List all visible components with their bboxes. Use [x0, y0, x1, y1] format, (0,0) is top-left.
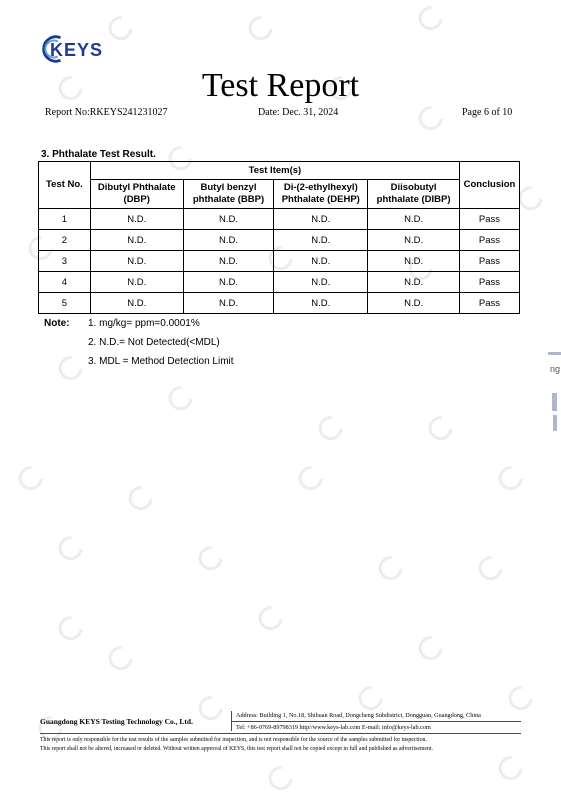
- keys-watermark-icon: [194, 699, 219, 725]
- cell-dibp: N.D.: [368, 209, 460, 230]
- keys-watermark-icon: [504, 689, 529, 715]
- item-header-dibp: Diisobutyl phthalate (DIBP): [368, 180, 460, 209]
- table-row: [39, 293, 520, 314]
- keys-watermark-icon: [314, 419, 339, 445]
- item-header-bbp: Butyl benzyl phthalate (BBP): [183, 180, 274, 209]
- cell-dibp: N.D.: [368, 272, 460, 293]
- keys-watermark-icon: [164, 389, 189, 415]
- cell-bbp: N.D.: [183, 209, 274, 230]
- page-number: Page 6 of 10: [462, 107, 513, 118]
- item-header-dehp: Di-(2-ethylhexyl) Phthalate (DEHP): [274, 180, 368, 209]
- keys-watermark-icon: [424, 419, 449, 445]
- keys-watermark-icon: [104, 649, 129, 675]
- edge-text-fragment: ng: [550, 364, 561, 374]
- table-row: [39, 251, 520, 272]
- cell-bbp: N.D.: [183, 230, 274, 251]
- cell-dbp: N.D.: [90, 209, 183, 230]
- keys-watermark-icon: [194, 549, 219, 575]
- phthalate-result-table: [38, 161, 520, 314]
- footer-contact: Tel: +86-0769-89798319 http//www.keys-lab.com E-mail: info@keys-lab.com: [236, 724, 431, 731]
- table-row: [39, 272, 520, 293]
- edge-bar: [553, 415, 557, 431]
- footer-rule: [40, 733, 521, 734]
- cell-conclusion: Pass: [459, 293, 519, 314]
- keys-watermark-icon: [414, 109, 439, 135]
- conclusion-header: Conclusion: [459, 162, 519, 209]
- cell-test-no: 4: [39, 272, 91, 293]
- cell-dibp: N.D.: [368, 251, 460, 272]
- edge-bar: [548, 352, 561, 355]
- edge-bar: [552, 393, 557, 411]
- keys-watermark-icon: [14, 469, 39, 495]
- test-no-header: Test No.: [39, 162, 91, 209]
- cell-dibp: N.D.: [368, 230, 460, 251]
- keys-watermark-icon: [414, 9, 439, 35]
- cell-bbp: N.D.: [183, 251, 274, 272]
- cell-bbp: N.D.: [183, 272, 274, 293]
- keys-watermark-icon: [54, 359, 79, 385]
- cell-dehp: N.D.: [274, 209, 368, 230]
- keys-watermark-icon: [254, 609, 279, 635]
- cell-bbp: N.D.: [183, 293, 274, 314]
- cell-test-no: 3: [39, 251, 91, 272]
- cell-test-no: 5: [39, 293, 91, 314]
- keys-watermark-icon: [264, 769, 289, 795]
- cell-dbp: N.D.: [90, 293, 183, 314]
- section-heading: 3. Phthalate Test Result.: [41, 149, 156, 160]
- cell-conclusion: Pass: [459, 209, 519, 230]
- keys-watermark-icon: [474, 559, 499, 585]
- keys-watermark-icon: [414, 639, 439, 665]
- keys-watermark-icon: [124, 489, 149, 515]
- footer-disclaimer: This report is only responsible for the test results of the samples submitted for inspection, and is not responsible for the source of the samples submitted for inspection.: [40, 737, 427, 743]
- cell-conclusion: Pass: [459, 272, 519, 293]
- keys-watermark-icon: [54, 539, 79, 565]
- footer-address: Address: Building 1, No.18, Shihuan Road, Dongcheng Subdistrict, Dongguan, Guangdong, China: [236, 712, 481, 719]
- keys-watermark-icon: [294, 469, 319, 495]
- keys-watermark-icon: [494, 759, 519, 785]
- cell-dibp: N.D.: [368, 293, 460, 314]
- report-date: Date: Dec. 31, 2024: [258, 107, 339, 118]
- keys-watermark-icon: [244, 19, 269, 45]
- keys-watermark-icon: [374, 559, 399, 585]
- footer-divider: [231, 721, 521, 722]
- table-row: [39, 209, 520, 230]
- keys-watermark-icon: [494, 469, 519, 495]
- keys-watermark-icon: [104, 19, 129, 45]
- keys-watermark-icon: [54, 619, 79, 645]
- test-items-header: Test Item(s): [90, 162, 459, 180]
- table-row: [39, 230, 520, 251]
- report-number: Report No:RKEYS241231027: [45, 107, 168, 118]
- cell-dbp: N.D.: [90, 251, 183, 272]
- cell-dbp: N.D.: [90, 230, 183, 251]
- note-item: 2. N.D.= Not Detected(<MDL): [88, 337, 220, 348]
- cell-conclusion: Pass: [459, 230, 519, 251]
- cell-conclusion: Pass: [459, 251, 519, 272]
- cell-dehp: N.D.: [274, 251, 368, 272]
- note-item: 1. mg/kg= ppm=0.0001%: [88, 318, 200, 329]
- logo-text: KEYS: [50, 40, 104, 60]
- item-header-dbp: Dibutyl Phthalate (DBP): [90, 180, 183, 209]
- footer-company: Guangdong KEYS Testing Technology Co., Ltd.: [40, 717, 193, 726]
- cell-test-no: 2: [39, 230, 91, 251]
- note-item: 3. MDL = Method Detection Limit: [88, 356, 234, 367]
- cell-dehp: N.D.: [274, 272, 368, 293]
- cell-dehp: N.D.: [274, 293, 368, 314]
- notes-label: Note:: [44, 318, 70, 329]
- cell-dbp: N.D.: [90, 272, 183, 293]
- cell-test-no: 1: [39, 209, 91, 230]
- page-title: Test Report: [201, 67, 360, 104]
- footer-disclaimer: This report shall not be altered, increased or deleted. Without written approval of KEYS, this test report shall not be copied except in full and published as advertisement.: [40, 746, 433, 752]
- cell-dehp: N.D.: [274, 230, 368, 251]
